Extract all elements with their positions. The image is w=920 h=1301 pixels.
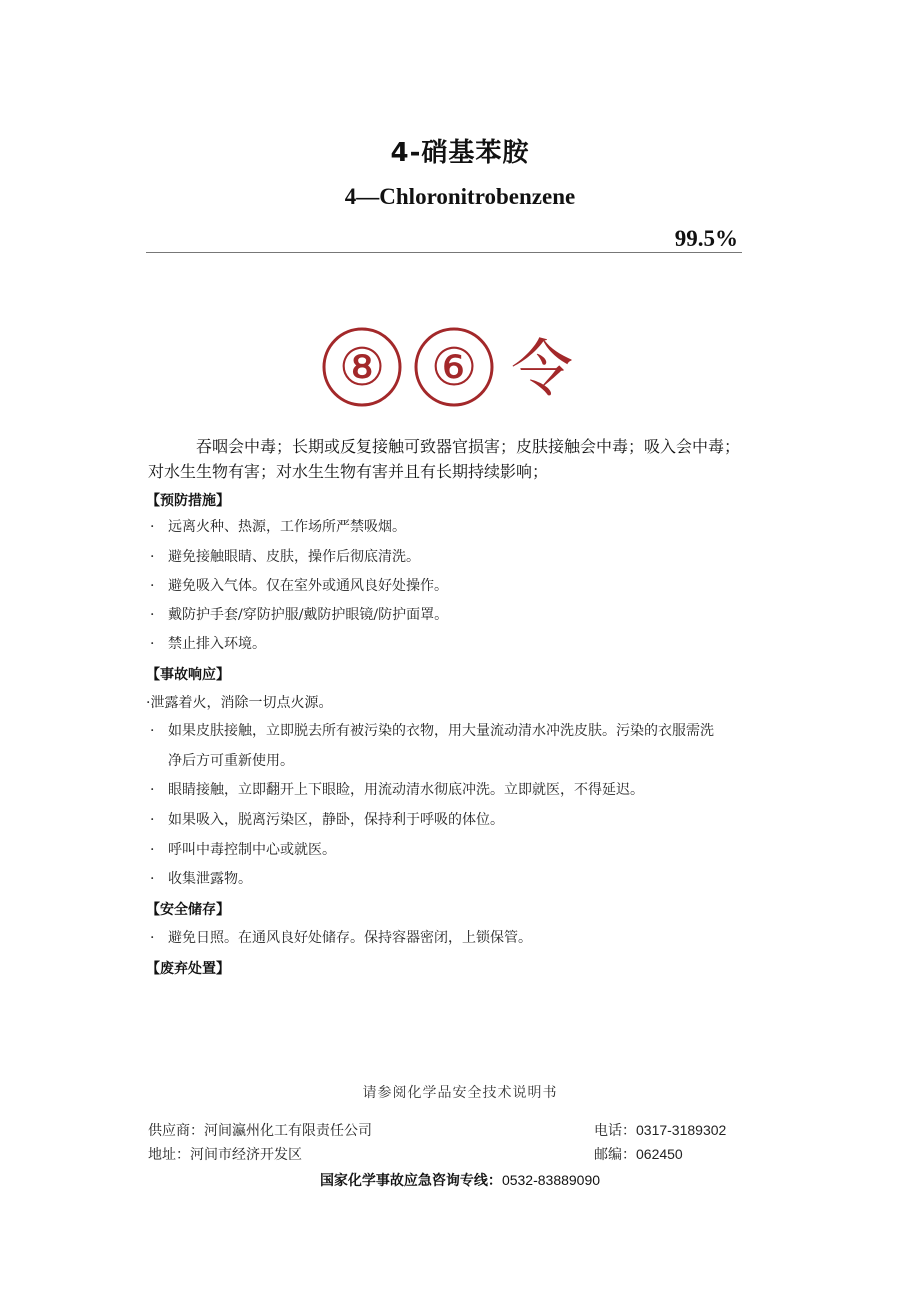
response-intro: ·泄露着火，消除一切点火源。 [146,695,333,711]
toxic-pictogram [416,329,492,405]
response-item: · 眼睛接触，立即翻开上下眼睑，用流动清水彻底冲洗。立即就医，不得延迟。 [150,782,644,798]
bullet-dot: · [150,723,155,739]
bullet-dot: · [150,812,155,828]
phone-row [594,1120,726,1140]
address: 河间市经济开发区 [190,1147,302,1163]
prevention-heading: 【预防措施】 [146,493,230,509]
product-name-cn: 4-硝基苯胺 [390,138,530,168]
hotline-number: 0532-83889090 [501,1172,601,1188]
prevention-item: · 避免接触眼睛、皮肤，操作后彻底清洗。 [150,549,420,565]
storage-heading: 【安全储存】 [146,902,230,918]
bullet-dot: · [150,519,155,535]
bullet-dot: · [150,578,155,594]
bullet-dot: · [150,871,155,887]
hotline-label: 国家化学事故应急咨询专线： [319,1173,502,1189]
response-item-continuation: 净后方可重新使用。 [168,753,294,769]
address-row [148,1144,302,1164]
address-label: 地址： [148,1147,190,1163]
bullet-dot: · [150,782,155,798]
health-hazard-pictogram [324,329,400,405]
response-heading: 【事故响应】 [146,667,230,683]
supplier-label: 供应商： [148,1123,204,1139]
header-divider [146,252,742,253]
emergency-hotline [0,1170,920,1190]
hazard-pictograms [320,322,600,412]
bullet-dot: · [150,930,155,946]
environment-pictogram: 令 [510,332,574,405]
prevention-item: · 避免吸入气体。仅在室外或通风良好处操作。 [150,578,448,594]
bullet-dot: · [150,842,155,858]
prevention-item: · 禁止排入环境。 [150,636,266,652]
supplier-name: 河间瀛州化工有限责任公司 [204,1123,372,1139]
prevention-item: · 远离火种、热源，工作场所严禁吸烟。 [150,519,406,535]
supplier-row [148,1120,372,1140]
prevention-item: · 戴防护手套/穿防护服/戴防护眼镜/防护面罩。 [150,607,449,623]
sds-reference: 请参阅化学品安全技术说明书 [362,1085,558,1101]
response-item: · 收集泄露物。 [150,871,252,887]
hazard-statements [148,434,798,484]
pictogram-glyph-1: ⑧ [338,340,386,397]
storage-item: · 避免日照。在通风良好处储存。保持容器密闭，上锁保管。 [150,930,532,946]
response-item: · 如果皮肤接触，立即脱去所有被污染的衣物，用大量流动清水冲洗皮肤。污染的衣服需洗 净后方可重新使用。 [150,721,790,771]
pictogram-glyph-2: ⑥ [430,340,478,397]
postcode-label: 邮编： [594,1147,636,1163]
purity: 99.5% [674,226,738,251]
hazard-line-2: 对水生生物有害；对水生生物有害并且有长期持续影响； [148,462,549,481]
phone-number: 0317-3189302 [636,1122,727,1138]
product-name-en: 4—Chloronitrobenzene [344,184,576,209]
disposal-heading: 【废弃处置】 [146,961,230,977]
bullet-dot: · [150,636,155,652]
bullet-dot: · [150,549,155,565]
hazard-line-1: 吞咽会中毒；长期或反复接触可致器官损害；皮肤接触会中毒；吸入会中毒； [196,437,741,456]
postcode: 062450 [636,1146,683,1162]
response-item: · 呼叫中毒控制中心或就医。 [150,842,336,858]
postcode-row [594,1144,683,1164]
phone-label: 电话： [594,1123,636,1139]
bullet-dot: · [150,607,155,623]
response-item: · 如果吸入，脱离污染区，静卧，保持利于呼吸的体位。 [150,812,504,828]
